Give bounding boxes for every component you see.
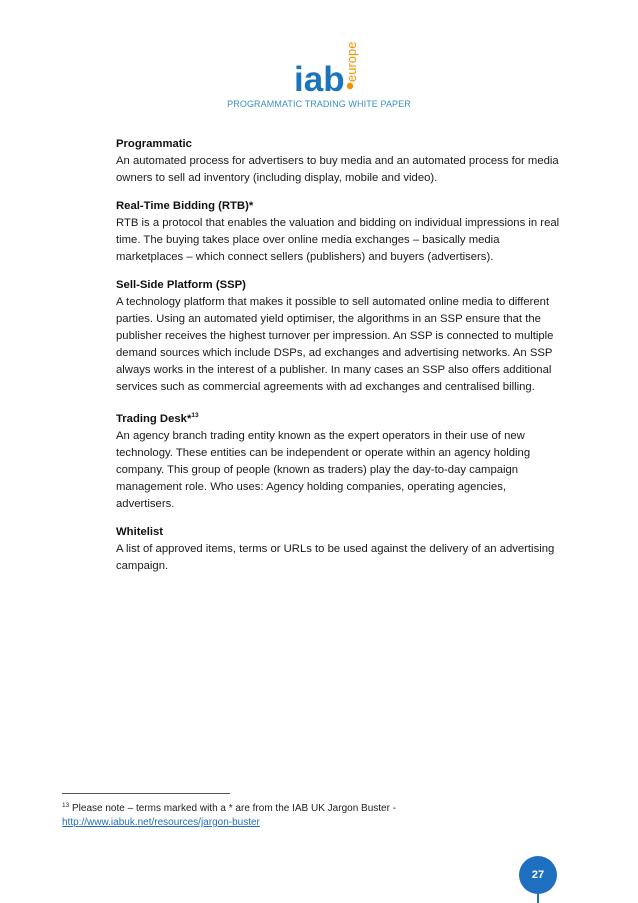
term-definition: RTB is a protocol that enables the valuation and bidding on individual impressions in real time. The buying takes place over online media exchanges – basically media marketplaces – which connect sellers (publishers) and buyers (advertisers). [116, 217, 560, 263]
page-number: 27 [531, 869, 545, 881]
term-title [116, 407, 564, 428]
term-title: Sell-Side Platform (SSP) [116, 279, 246, 291]
glossary-entry-rtb [116, 198, 564, 266]
term-title: Whitelist [116, 526, 164, 538]
iab-europe-logo [292, 36, 362, 98]
term-title: Real-Time Bidding (RTB)* [116, 200, 254, 212]
footnote-link[interactable]: http://www.iabuk.net/resources/jargon-buster [62, 817, 260, 828]
term-definition: A technology platform that makes it possible to sell automated online media to different parties. Using an automated yield optimiser, the algorithms in an SSP ensure that the publisher receives the highest turnover per impression. An SSP is connected to multiple demand sources which include DSPs, ad exchanges and advertising networks. An SSP always works in the interest of a publisher. In many cases an SSP also offers additional services such as commercial agreements with ad exchanges and centralised billing. [116, 296, 554, 393]
footnote [62, 799, 522, 830]
document-header-title: PROGRAMMATIC TRADING WHITE PAPER [227, 99, 411, 109]
term-title: Programmatic [116, 138, 192, 150]
glossary-entry-programmatic [116, 136, 564, 187]
glossary [116, 136, 564, 586]
page-number-connector [537, 894, 539, 903]
page-number-badge [519, 856, 557, 894]
glossary-entry-whitelist [116, 524, 564, 575]
logo-wordmark: iab [294, 60, 345, 98]
term-definition: A list of approved items, terms or URLs to be used against the delivery of an advertising campaign. [116, 543, 555, 572]
footnote-marker: 13 [62, 802, 70, 809]
logo-dot [347, 83, 353, 89]
footnote-reference[interactable]: 13 [191, 412, 199, 419]
footnote-text: Please note – terms marked with a * are from the IAB UK Jargon Buster - [72, 803, 397, 814]
term-definition: An agency branch trading entity known as the expert operators in their use of new technology. These entities can be independent or operate within an agency holding company. This group of people (known as traders) play the day-to-day campaign management role. Who uses: Agency holding companies, operating agencies, advertisers. [116, 430, 531, 510]
logo-subtext: europe [344, 41, 359, 82]
term-definition: An automated process for advertisers to buy media and an automated process for media owners to sell ad inventory (including display, mobile and video). [116, 155, 559, 184]
term-title-text: Trading Desk* [116, 413, 192, 425]
glossary-entry-ssp [116, 277, 564, 396]
glossary-entry-trading-desk [116, 407, 564, 513]
footnote-separator [62, 793, 230, 794]
